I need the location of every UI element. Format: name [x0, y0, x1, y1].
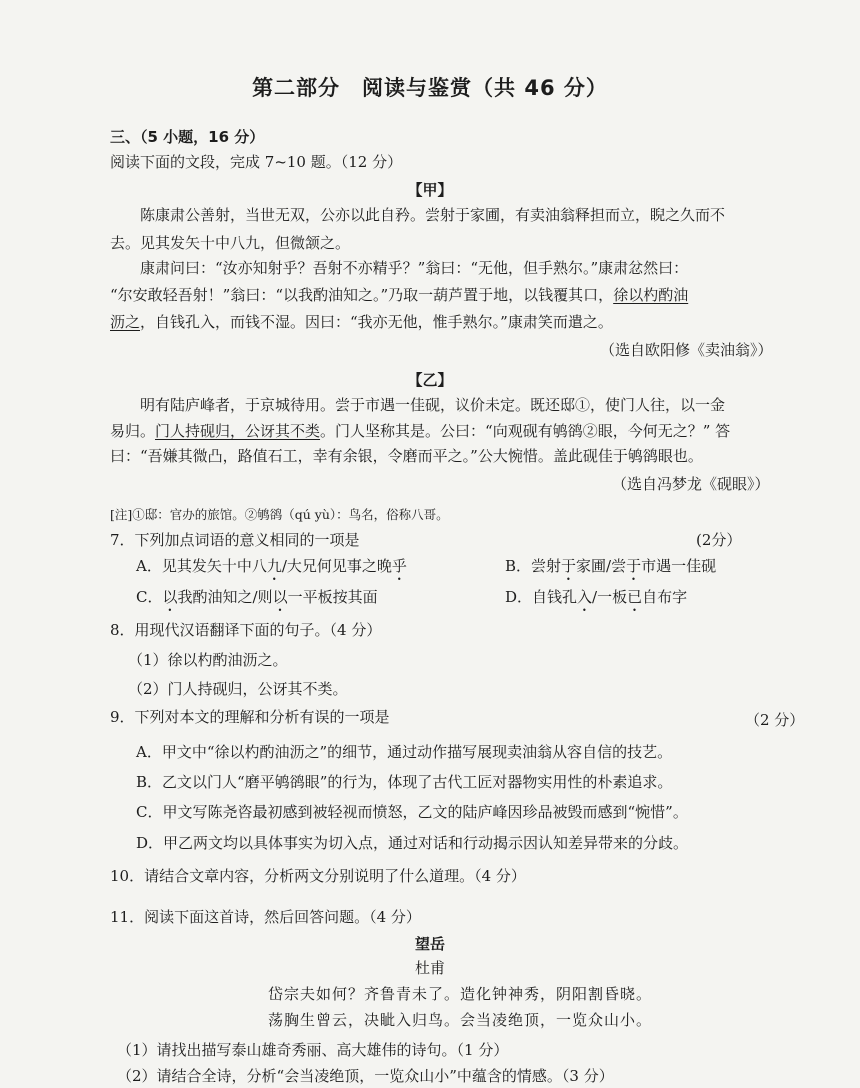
question-11-sub-2: （2）请结合全诗，分析“会当凌绝顶，一览众山小”中蕴含的情感。（3 分） [117, 1067, 614, 1085]
question-11-sub-1: （1）请找出描写泰山雄奇秀丽、高大雄伟的诗句。（1 分） [117, 1041, 509, 1059]
passage-jia-line: 陈康肃公善射，当世无双，公亦以此自矜。尝射于家圃，有卖油翁释担而立，睨之久而不 [140, 206, 726, 224]
section-instruction: 阅读下面的文段，完成 7~10 题。（12 分） [110, 153, 403, 171]
underlined-text: 门人持砚归，公讶其不类 [155, 422, 321, 440]
poem-line: 荡胸生曾云，决眦入归鸟。会当凌绝顶，一览众山小。 [268, 1011, 653, 1029]
question-9-stem: 9．下列对本文的理解和分析有误的一项是 [110, 708, 390, 726]
poem-line: 岱宗夫如何？齐鲁青未了。造化钟神秀，阴阳割昏晓。 [268, 985, 653, 1003]
passage-text: “尔安敢轻吾射！”翁曰：“以我酌油知之。”乃取一葫芦置于地，以钱覆其口， [110, 286, 614, 304]
underlined-text: 徐以杓酌油 [613, 286, 689, 304]
passage-yi-line: 曰：“吾嫌其微凸，路值石工，幸有余银，令磨而平之。”公大惋惜。盖此砚佳于鸲鹆眼也。 [110, 447, 703, 465]
question-8-sentence-1: （1）徐以杓酌油沥之。 [128, 651, 288, 669]
passage-jia-line: 康肃问曰：“汝亦知射乎？吾射不亦精乎？”翁曰：“无他，但手熟尔。”康肃忿然曰： [140, 259, 689, 277]
footnote: [注]①邸：官办的旅馆。②鸲鹆（qú yù）：鸟名，俗称八哥。 [110, 507, 449, 522]
passage-jia-label: 【甲】 [407, 181, 453, 199]
question-7-option-b: B．尝射于家圃/尝于市遇一佳砚 [505, 557, 717, 575]
poem-title: 望岳 [414, 935, 445, 953]
question-8-stem: 8．用现代汉语翻译下面的句子。（4 分） [110, 621, 382, 639]
question-7-option-a: A．见其发矢十中八九/大兄何见事之晚乎 [136, 557, 407, 575]
poem-author: 杜甫 [414, 959, 445, 977]
section-heading: 三、（5 小题，16 分） [110, 128, 265, 146]
passage-yi-line: 明有陆庐峰者，于京城待用。尝于市遇一佳砚，议价未定。既还邸①，使门人往，以一金 [140, 396, 726, 414]
question-7-score: (2分） [696, 531, 742, 549]
question-7-option-c: C．以我酌油知之/则以一平板按其面 [136, 588, 378, 606]
question-9-score: （2 分） [745, 711, 805, 729]
passage-yi-label: 【乙】 [407, 371, 453, 389]
question-9-option-b: B．乙文以门人“磨平鸲鹆眼”的行为，体现了古代工匠对器物实用性的朴素追求。 [136, 773, 673, 791]
question-10-stem: 10．请结合文章内容，分析两文分别说明了什么道理。（4 分） [110, 867, 526, 885]
question-11-stem: 11．阅读下面这首诗，然后回答问题。（4 分） [110, 908, 421, 926]
passage-yi-source: （选自冯梦龙《砚眼》） [612, 475, 770, 493]
page-title: 第二部分 阅读与鉴赏（共 46 分） [252, 76, 608, 100]
question-9-option-d: D．甲乙两文均以具体事实为切入点，通过对话和行动揭示因认知差异带来的分歧。 [136, 834, 689, 852]
question-9-option-c: C．甲文写陈尧咨最初感到被轻视而愤怒，乙文的陆庐峰因珍品被毁而感到“惋惜”。 [136, 803, 688, 821]
question-7-stem: 7．下列加点词语的意义相同的一项是 [110, 531, 360, 549]
passage-yi-line [110, 421, 730, 441]
underlined-text: 沥之 [110, 313, 141, 331]
question-9-option-a: A．甲文中“徐以杓酌油沥之”的细节，通过动作描写展现卖油翁从容自信的技艺。 [136, 743, 673, 761]
passage-jia-source: （选自欧阳修《卖油翁》） [600, 341, 773, 359]
passage-jia-line [110, 285, 688, 305]
passage-jia-line [110, 312, 613, 332]
question-8-sentence-2: （2）门人持砚归，公讶其不类。 [128, 680, 348, 698]
passage-text: 。门人坚称其是。公曰：“向观砚有鸲鹆②眼，今何无之？” 答 [320, 422, 731, 440]
passage-text: 易归。 [110, 422, 156, 440]
passage-jia-line: 去。见其发矢十中八九，但微颔之。 [110, 234, 351, 252]
passage-text: ，自钱孔入，而钱不湿。因曰：“我亦无他，惟手熟尔。”康肃笑而遣之。 [140, 313, 613, 331]
question-7-option-d: D．自钱孔入/一板已自布字 [505, 588, 688, 606]
